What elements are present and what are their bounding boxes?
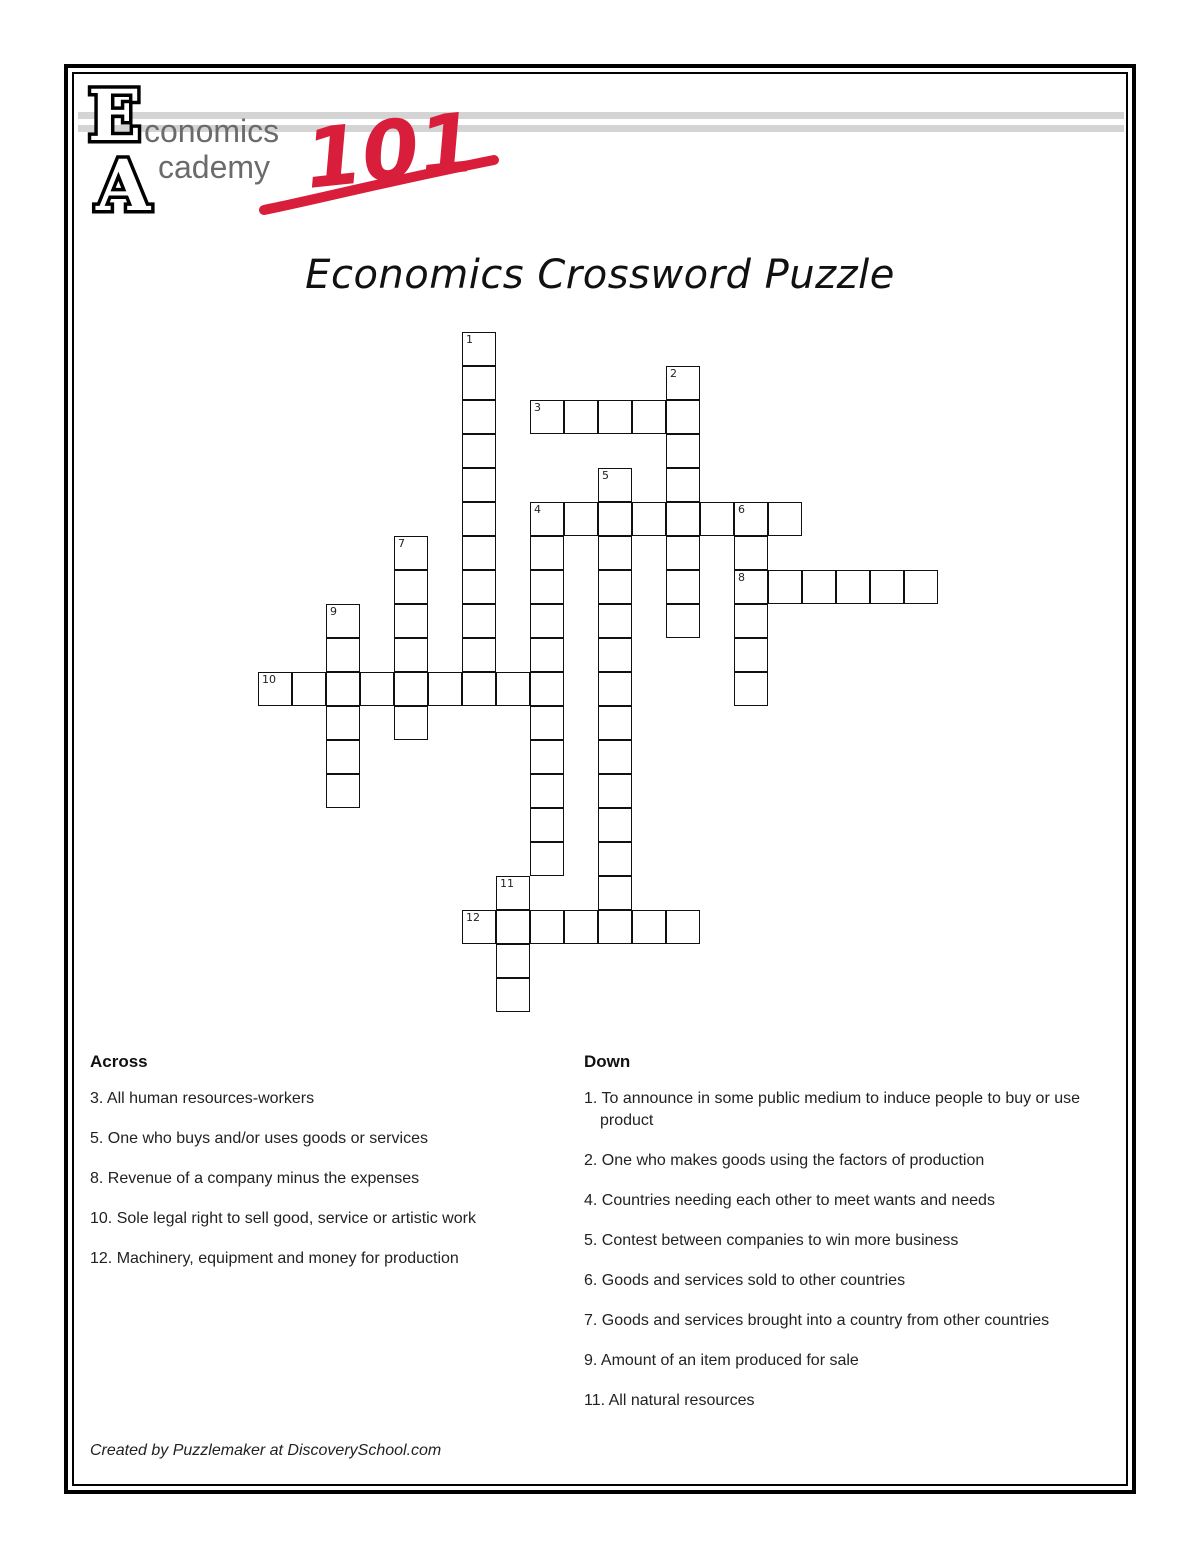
grid-cell[interactable] (734, 672, 768, 706)
grid-cell[interactable] (326, 774, 360, 808)
across-clue: 5. One who buys and/or uses goods or services (90, 1130, 428, 1147)
grid-cell[interactable] (530, 774, 564, 808)
grid-cell[interactable] (632, 502, 666, 536)
down-clue: 5. Contest between companies to win more business (584, 1232, 959, 1249)
grid-cell[interactable] (598, 910, 632, 944)
grid-cell[interactable] (564, 502, 598, 536)
grid-cell[interactable] (598, 774, 632, 808)
grid-cell[interactable] (768, 570, 802, 604)
down-clue: 4. Countries needing each other to meet wants and needs (584, 1192, 995, 1209)
grid-cell[interactable] (292, 672, 326, 706)
grid-cell[interactable] (666, 400, 700, 434)
grid-cell[interactable] (462, 468, 496, 502)
across-clue: 12. Machinery, equipment and money for production (90, 1250, 459, 1267)
across-clue: 10. Sole legal right to sell good, service or artistic work (90, 1210, 476, 1227)
grid-cell[interactable] (496, 910, 530, 944)
grid-cell[interactable] (904, 570, 938, 604)
grid-cell[interactable] (802, 570, 836, 604)
grid-cell[interactable] (496, 944, 530, 978)
grid-cell[interactable] (462, 536, 496, 570)
clue-number: 9 (330, 605, 337, 618)
grid-cell[interactable] (870, 570, 904, 604)
grid-cell[interactable] (564, 910, 598, 944)
grid-cell[interactable] (666, 536, 700, 570)
grid-cell[interactable] (666, 570, 700, 604)
grid-cell[interactable] (598, 672, 632, 706)
clue-number: 2 (670, 367, 677, 380)
clue-number: 8 (738, 571, 745, 584)
grid-cell[interactable] (836, 570, 870, 604)
grid-cell[interactable] (598, 604, 632, 638)
grid-cell[interactable] (530, 808, 564, 842)
grid-cell[interactable] (462, 366, 496, 400)
grid-cell[interactable] (394, 672, 428, 706)
grid-cell[interactable] (530, 570, 564, 604)
grid-cell[interactable] (666, 604, 700, 638)
grid-cell[interactable] (598, 740, 632, 774)
clue-number: 7 (398, 537, 405, 550)
footer-credit: Created by Puzzlemaker at DiscoverySchool.com (90, 1442, 442, 1459)
grid-cell[interactable] (734, 570, 768, 604)
grid-cell[interactable] (496, 876, 530, 910)
grid-cell[interactable] (598, 842, 632, 876)
grid-cell[interactable] (428, 672, 462, 706)
grid-cell[interactable] (462, 604, 496, 638)
down-clue: 1. To announce in some public medium to induce people to buy or use product (584, 1090, 1081, 1129)
grid-cell[interactable] (462, 570, 496, 604)
grid-cell[interactable] (530, 740, 564, 774)
grid-cell[interactable] (530, 706, 564, 740)
grid-cell[interactable] (632, 400, 666, 434)
grid-cell[interactable] (394, 604, 428, 638)
across-clue: 3. All human resources-workers (90, 1090, 315, 1107)
grid-cell[interactable] (462, 332, 496, 366)
logo-word-cademy: cademy (158, 149, 271, 185)
grid-cell[interactable] (598, 638, 632, 672)
grid-cell[interactable] (496, 672, 530, 706)
grid-cell[interactable] (326, 706, 360, 740)
across-clues (90, 1052, 560, 1288)
grid-cell[interactable] (632, 910, 666, 944)
grid-cell[interactable] (734, 604, 768, 638)
grid-cell[interactable] (598, 570, 632, 604)
grid-cell[interactable] (530, 842, 564, 876)
grid-cell[interactable] (598, 536, 632, 570)
grid-cell[interactable] (598, 502, 632, 536)
down-clue: 2. One who makes goods using the factors of production (584, 1152, 985, 1169)
down-clue: 7. Goods and services brought into a country from other countries (584, 1312, 1050, 1329)
grid-cell[interactable] (326, 740, 360, 774)
grid-cell[interactable] (734, 502, 768, 536)
grid-cell[interactable] (394, 536, 428, 570)
grid-cell[interactable] (530, 400, 564, 434)
grid-cell[interactable] (598, 876, 632, 910)
clue-number: 1 (466, 333, 473, 346)
grid-cell[interactable] (394, 570, 428, 604)
grid-cell[interactable] (394, 638, 428, 672)
clue-number: 5 (602, 469, 609, 482)
grid-cell[interactable] (462, 638, 496, 672)
grid-cell[interactable] (360, 672, 394, 706)
grid-cell[interactable] (462, 672, 496, 706)
down-clue: 11. All natural resources (584, 1392, 755, 1409)
grid-cell[interactable] (394, 706, 428, 740)
grid-cell[interactable] (530, 536, 564, 570)
across-heading: Across (90, 1052, 148, 1071)
grid-cell[interactable] (700, 502, 734, 536)
down-heading: Down (584, 1052, 631, 1071)
grid-cell[interactable] (496, 978, 530, 1012)
grid-cell[interactable] (462, 400, 496, 434)
grid-cell[interactable] (734, 638, 768, 672)
grid-cell[interactable] (530, 638, 564, 672)
grid-cell[interactable] (326, 672, 360, 706)
grid-cell[interactable] (666, 910, 700, 944)
grid-cell[interactable] (598, 808, 632, 842)
grid-cell[interactable] (462, 502, 496, 536)
logo-letter-a: A (96, 144, 151, 222)
grid-cell[interactable] (530, 502, 564, 536)
economics-academy-logo (84, 82, 504, 222)
clue-number: 10 (262, 673, 276, 686)
logo-letter-e: E (88, 82, 142, 157)
clue-number: 6 (738, 503, 745, 516)
across-clue: 8. Revenue of a company minus the expenses (90, 1170, 420, 1187)
grid-cell[interactable] (666, 366, 700, 400)
page-title: Economics Crossword Puzzle (305, 252, 895, 298)
grid-cell[interactable] (666, 434, 700, 468)
down-clue: 9. Amount of an item produced for sale (584, 1352, 859, 1369)
logo-number-101: 101 (300, 95, 481, 208)
down-clue: 6. Goods and services sold to other countries (584, 1272, 906, 1289)
grid-cell[interactable] (666, 502, 700, 536)
grid-cell[interactable] (530, 604, 564, 638)
grid-cell[interactable] (598, 468, 632, 502)
grid-cell[interactable] (258, 672, 292, 706)
clue-number: 12 (466, 911, 480, 924)
grid-cell[interactable] (564, 400, 598, 434)
grid-cell[interactable] (462, 434, 496, 468)
grid-cell[interactable] (598, 706, 632, 740)
grid-cell[interactable] (530, 672, 564, 706)
logo-word-conomics: conomics (144, 113, 280, 149)
grid-cell[interactable] (530, 910, 564, 944)
grid-cell[interactable] (326, 604, 360, 638)
clue-number: 4 (534, 503, 541, 516)
down-clues (584, 1052, 1094, 1430)
clue-number: 3 (534, 401, 541, 414)
grid-cell[interactable] (768, 502, 802, 536)
grid-cell[interactable] (462, 910, 496, 944)
grid-cell[interactable] (326, 638, 360, 672)
grid-cell[interactable] (666, 468, 700, 502)
clue-number: 11 (500, 877, 514, 890)
grid-cell[interactable] (734, 536, 768, 570)
grid-cell[interactable] (598, 400, 632, 434)
